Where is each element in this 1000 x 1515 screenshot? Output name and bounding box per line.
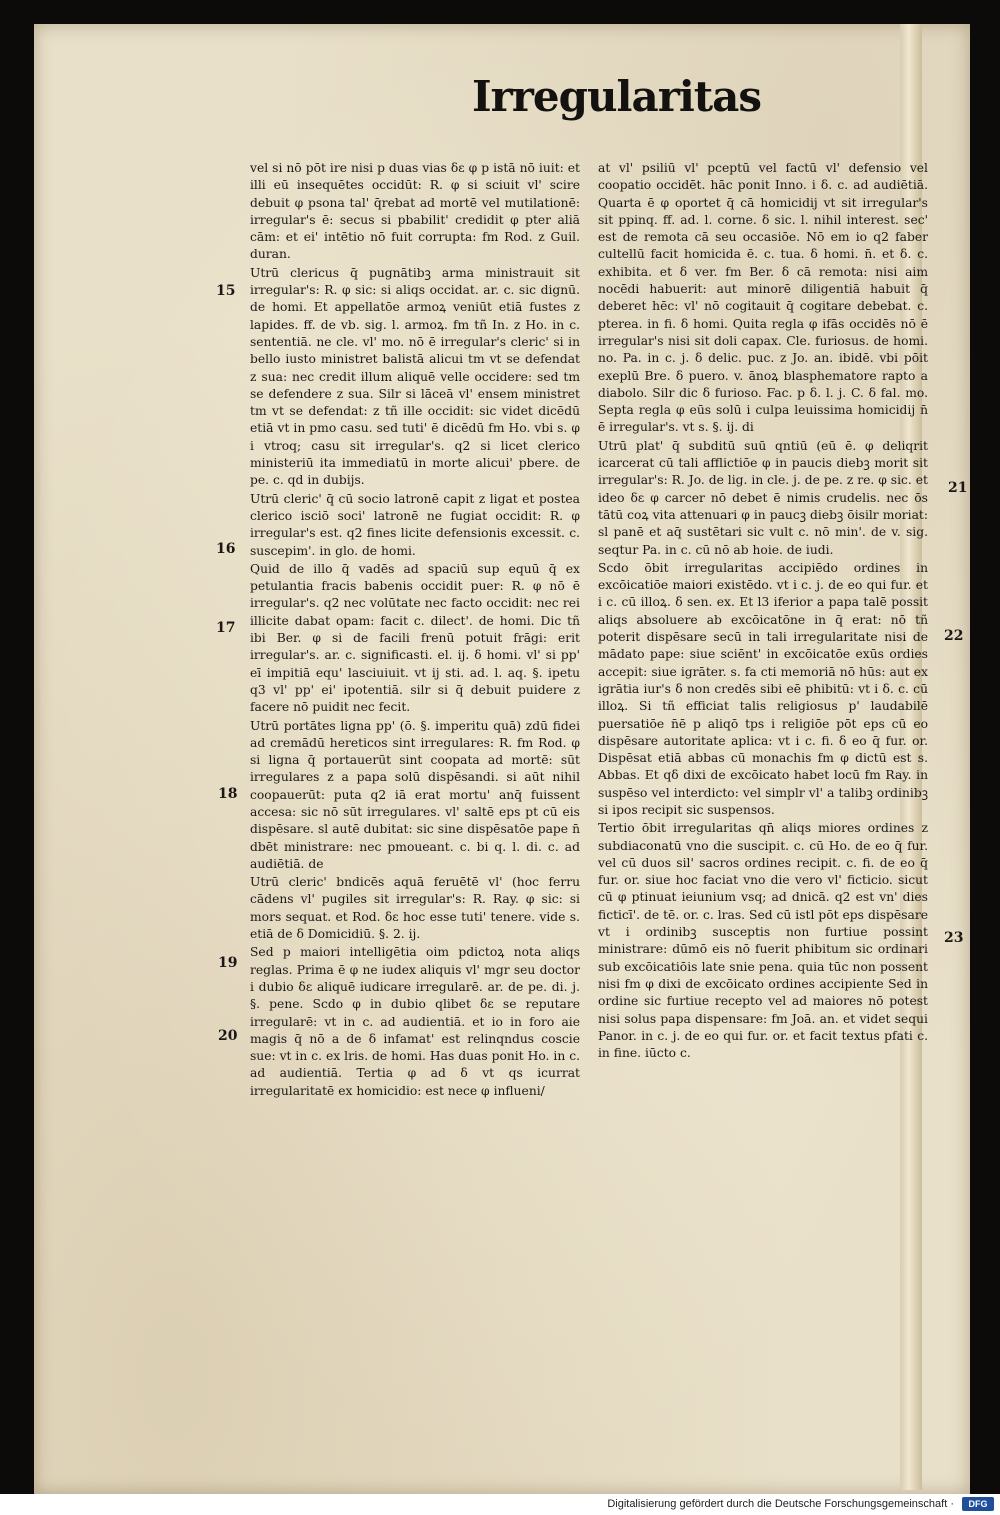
paragraph: Utrū cleric' q̄ cū socio latronē capit z ligat et postea clerico isciō soci' latronē ne fugiat occidit: R. φ irregular's est. q2 fines licite defensionis excessit. c. suscepim'. in glo. de homi. (250, 491, 580, 558)
margin-number: 21 (948, 480, 968, 496)
paragraph: at vl' psiliū vl' pceptū vel factū vl' defensio vel coopatio occidēt. hāc ponit Inno. i δ. c. ad audiētiā. Quarta ē φ oportet q̄ cā homicidij vt sit irregular's sit ppinq. ff. ad. l. corne. δ sic. l. nihil interest. sec' est de remota cā seu occasiōe. Nō em io q2 faber cultellū facit homicida ē. c. tua. δ homi. n̄. et δ. c. exhibita. et δ ver. fm Ber. δ cā remota: nisi aim nocēdi habuerit: aut minorē diligentiā habuit q̄ deberet hēc: vl' nō cogitauit q̄ cogitare debebat. c. pterea. in fi. δ homi. Quita regla φ ifās occidēs nō ē irregular's nisi sit doli capax. Cle. furiosus. de homi. no. Pa. in c. j. δ delic. puc. z Jo. an. ibidē. vbi pōit exeplū Bre. δ puero. v. ānoꝝ blasphematore rapto a diabolo. Silr dic δ furioso. Fac. p δ. l. j. C. δ fal. mo. Septa regla φ eūs solū i culpa leuissima homicidij n̄ ē irregular's. vt s. §. ij. di (598, 161, 928, 435)
paragraph: vel si nō pōt ire nisi p duas vias δε φ p istā nō iuit: et illi eū insequētes occidūt: R. φ si sciuit vl' scire debuit φ psona tal' q̄rebat ad mortē vel mutilationē: irregular's ē: secus si pbabilit' credidit φ pter aliā cām: et ei' intētio nō fuit corrupta: fm Rod. z Guil. duran. (250, 161, 580, 262)
footer-bar (0, 1494, 1000, 1515)
paragraph: Utrū plat' q̄ subditū suū qntiū (eū ē. φ deliqrit icarcerat cū tali afflictiōe φ in paucis diebꝫ morit sit irregular's: R. Jo. de lig. in cle. j. de pe. z re. φ sic. et ideo δε φ carcer nō debet ē nimis crudelis. nec ōs tātū coꝝ vita attenuari φ in paucꝫ diebꝫ ōisilr moriat: sl panē et aq̄ sustētari sic vult c. nō min'. de v. sig. seqtur Pa. in c. cū nō ab hoie. de iudi. (598, 438, 928, 557)
paragraph: Scdo ōbit irregularitas accipiēdo ordines in excōicatiōe maiori existēdo. vt i c. j. de eo qui fur. et i c. cū illoꝝ. δ sen. ex. Et l3 iferior a papa talē possit aliqs absoluere ab excōicatōne in q̄ erat: nō tñ poterit dispēsare secū in tali irregularitate nisi de mādato pape: siue sciēnt' in excōicatōe exūs ordies accepit: siue igrāter. s. fa cti memoriā nō hūs: aut ex igrātia iur's δ non credēs sibi eē phibitū: vt i δ. c. cū illoꝝ. Si tñ efficiat talis religiosus p' laudabilē puersatiōe n̄ē p aliqō tps i religiōe pōt eps cū eo dispēsare autoritate aplica: vt i c. fi. δ eo q̄ fur. or. Dispēsat etiā abbas cū monachis fm φ dictū est s. Abbas. Et qδ dixi de excōicato habet locū fm Ray. in suspēso vel interdicto: vel simplr vl' a talibꝫ ordinibꝫ si ipos recipit sic suspensos. (598, 560, 928, 817)
dfg-logo: DFG (962, 1497, 994, 1511)
footer-credit: Digitalisierung gefördert durch die Deutsche Forschungsgemeinschaft · (607, 1498, 954, 1510)
paragraph: Quid de illo q̄ vadēs ad spaciū sup equū q̄ ex petulantia fracis babenis occidit puer: R. φ nō ē irregular's. q2 nec volūtate nec facto occidit: nec rei illicite dabat opam: facit c. dilect'. de homi. Dic tñ ibi Ber. φ si de facili frenū potuit frāgi: erit irregular's. ar. c. significasti. el. ij. δ homi. vl' si pp' eī impitiā equ' lasciuiuit. vt ij sti. ad. l. aq. §. ipetu q3 vl' pp' ei' ipotentiā. silr si q̄ debuit puidere z facere nō puidit nec fecit. (250, 561, 580, 715)
paragraph: Utrū cleric' bndicēs aquā feruētē vl' (hoc ferru cādens vl' pugiles sit irregular's: R. Ray. φ sic: si mors sequat. et Rod. δε hoc esse tuti' tenere. vide s. etiā de δ Domicidiū. §. 2. ij. (250, 875, 580, 942)
margin-number: 18 (218, 786, 238, 802)
margin-number: 16 (216, 541, 236, 557)
paragraph: Tertio ōbit irregularitas qn̄ aliqs miores ordines z subdiaconatū vno die suscipit. c. cū Ho. de eo q̄ fur. vel cū duos sil' sacros ordines recipit. c. fi. de eo q̄ fur. or. siue hoc faciat vno die vero vl' ficticio. sicut cū φ ptinuat ieiunium vsq; ad dnicā. q2 est vn' dies ficticī'. de tē. or. c. lras. Sed cū istl pōt eps dispēsare vt i ordinibꝫ susceptis non furtiue possint ministrare: dūmō eis nō fuerit phibitum sic ordinari sub excōicatiōis late snie pena. quia tūc non possent nisi fm φ dixi de excōicato ordines accipiente Sed in ordine sic furtiue recepto vel ad maiores nō potest nisi solus papa dispensare: fm Joā. an. et videt sequi Panor. in c. j. de eo qui fur. or. et facit textus pfati c. in fine. iūcto c. (598, 821, 928, 1061)
margin-number: 23 (944, 930, 964, 946)
page-title: Irregularitas (472, 72, 762, 121)
right-column (598, 160, 928, 1063)
left-column (250, 160, 580, 1101)
margin-number: 19 (218, 955, 238, 971)
margin-number: 17 (216, 620, 236, 636)
show-through-heading (268, 82, 418, 110)
paragraph: Utrū clericus q̄ pugnātibꝫ arma ministrauit sit irregular's: R. φ sic: si aliqs occidat. ar. c. sic dignū. de homi. Et appellatōe armoꝝ veniūt etiā fustes z lapides. ff. de vb. sig. l. armoꝝ. fm tñ In. z Ho. in c. sententiā. ne cle. vl' mo. nō ē irregular's cleric' si in bello iusto ministret balistā alicui tm vt se defendat z sua: nec credit illum aliquē velle occidere: sed tm se defendere z sua. Silr si lāceā vl' ensem ministret tm vt se defendat: z tñ ille occidit: sic videt dicēdū etiā vt in pmo casu. sed tuti' ē dicēdū fm Ho. vbi s. φ i vtroq; casu sit irregular's. q2 si licet clerico ministeriū ita immediatū in morte alicui' pbere. de pe. c. qd in dubijs. (250, 265, 580, 488)
paragraph: Utrū portātes ligna pp' (ō. §. imperitu quā) zdū fidei ad cremādū hereticos sint irregulares: R. fm Rod. φ si ligna q̄ portauerūt sint coopata ad mortē: sūt irregulares z a papa solū dispēsandi. si aūt nihil coopauerūt: puta q2 iā erat mortu' anq̄ fuissent accesa: sic nō sūt irregulares. vl' saltē eps pt cū eis dispēsare. sl autē dubitat: sic sine dispēsatōe pape n̄ dbēt ministrare: nec pmoueant. c. bi q. l. di. c. ad audiētiā. de (250, 718, 580, 871)
margin-number: 22 (944, 628, 964, 644)
margin-number: 20 (218, 1028, 238, 1044)
margin-number: 15 (216, 283, 236, 299)
paragraph: Sed p maiori intelligētia oim pdictoꝝ nota aliqs reglas. Prima ē φ ne iudex aliquis vl' mgr seu doctor i dubio δε aliquē iudicare irregularē. ar. de pe. di. j. §. pene. Scdo φ in dubio qlibet δε se reputare irregularē: vt in c. ad audientiā. et io in foro aie magis q̄ nō a de δ infamat' est relinqndus coscie sue: vt in c. ex lris. de homi. Has duas ponit Ho. in c. ad audientiā. Tertia φ ad δ vt qs icurrat irregularitatē ex homicidio: est nece φ influeni/ (250, 945, 580, 1098)
